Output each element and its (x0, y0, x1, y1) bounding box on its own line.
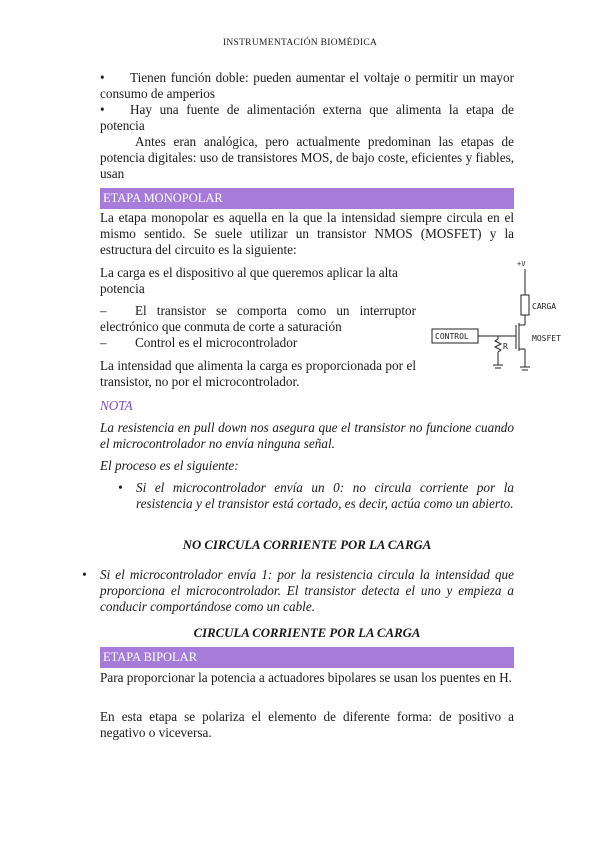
nota-text: La resistencia en pull down nos asegura que el transistor no funcione cuando el microcontrolador no envía ninguna señal. (100, 420, 514, 451)
page-header: INSTRUMENTACIÓN BIOMÉDICA (222, 38, 378, 48)
intro-bullet-1-text: Tienen función doble: pueden aumentar el voltaje o permitir un mayor consumo de amperios (100, 70, 514, 101)
monopolar-paragraph-1: La etapa monopolar es aquella en la que la intensidad siempre circula en el mismo sentido. Se suele utilizar un transistor NMOS (MOSFET) y la estructura del circuito es la siguiente: (100, 210, 514, 257)
case-one-text: Si el microcontrolador envía 1: por la resistencia circula la intensidad que proporciona el microcontrolador. El transistor detecta el uno y empieza a conducir comportándose como un cable. (100, 567, 514, 614)
bipolar-paragraph-1: Para proporcionar la potencia a actuadores bipolares se usan los puentes en H. (100, 670, 512, 685)
bullet-icon: • (118, 480, 123, 495)
bullet-icon: • (100, 102, 105, 117)
intro-bullet-2-text: Hay una fuente de alimentación externa que alimenta la etapa de potencia (100, 102, 514, 133)
bullet-icon: • (100, 70, 105, 85)
control-label: CONTROL (435, 332, 469, 341)
monopolar-paragraph-3: La intensidad que alimenta la carga es proporcionada por el transistor, no por el microcontrolador. (100, 358, 416, 389)
section-heading-bipolar: ETAPA BIPOLAR (100, 647, 514, 668)
section-heading-monopolar: ETAPA MONOPOLAR (100, 188, 514, 209)
supply-label: +V (517, 260, 526, 268)
bullet-icon: • (82, 567, 87, 582)
resistor-label: R (503, 342, 508, 351)
load-label: CARGA (532, 302, 557, 311)
resistor-symbol (495, 339, 501, 352)
transistor-label: MOSFET (532, 334, 561, 343)
case-one-item (82, 567, 514, 615)
load-symbol (521, 295, 529, 315)
dash-icon: – (100, 335, 107, 350)
intro-paragraph: Antes eran analógica, pero actualmente predominan las etapas de potencia digitales: uso de transistores MOS, de bajo coste, eficientes y fiables, usan (100, 134, 514, 181)
process-intro: El proceso es el siguiente: (100, 458, 239, 473)
monopolar-paragraph-2: La carga es el dispositivo al que queremos aplicar la alta potencia (100, 265, 398, 296)
dash-item-1-text: El transistor se comporta como un interruptor electrónico que conmuta de corte a saturación (100, 303, 416, 334)
case-zero-item (118, 480, 514, 512)
case-zero-text: Si el microcontrolador envía un 0: no circula corriente por la resistencia y el transistor está cortado, es decir, actúa como un abierto. (136, 480, 514, 511)
case-one-result: CIRCULA CORRIENTE POR LA CARGA (193, 626, 421, 640)
intro-bullet-1 (100, 70, 514, 102)
dash-item-1 (100, 303, 416, 335)
circuit-diagram (428, 255, 561, 375)
case-zero-result: NO CIRCULA CORRIENTE POR LA CARGA (182, 538, 432, 552)
intro-bullet-2 (100, 102, 514, 134)
dash-item-2-text: Control es el microcontrolador (135, 335, 298, 350)
dash-item-2 (100, 335, 416, 351)
dash-icon: – (100, 303, 107, 318)
nota-label: NOTA (100, 398, 133, 413)
bipolar-paragraph-2: En esta etapa se polariza el elemento de diferente forma: de positivo a negativo o viceversa. (100, 709, 514, 740)
